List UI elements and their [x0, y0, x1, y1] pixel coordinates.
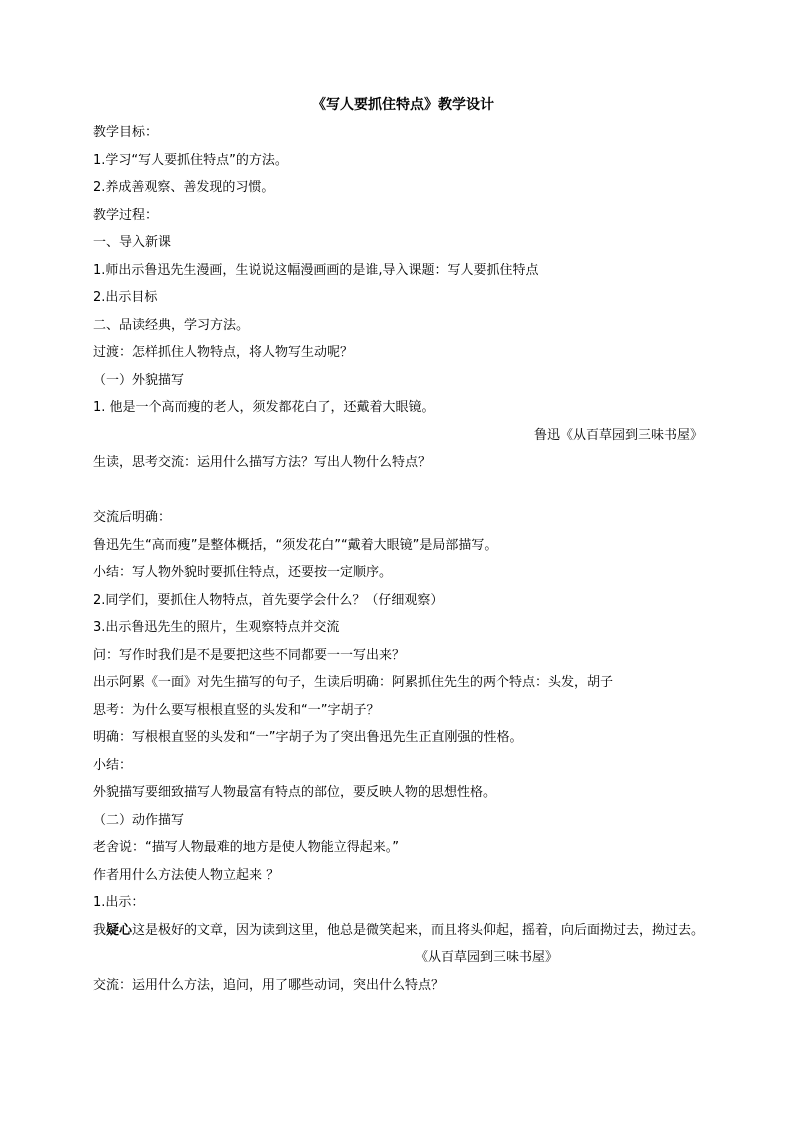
text-line: 教学过程： [93, 207, 159, 223]
subsection-heading: （二）动作描写 [93, 812, 185, 828]
text-line: 老舍说：“描写人物最难的地方是使人物能立得起来。” [93, 840, 399, 855]
text-line: 1.学习“写人要抓住特点”的方法。 [93, 152, 288, 168]
quote-bold: 疑心 [106, 922, 133, 938]
text-line: 2.同学们，要抓住人物特点，首先要学会什么？（仔细观察） [93, 592, 444, 608]
citation: 鲁迅《从百草园到三味书屋》 [533, 427, 703, 443]
section-heading: 一、导入新课 [93, 235, 172, 250]
document-page [93, 92, 713, 999]
text-line: 2.养成善观察、善发现的习惯。 [93, 180, 275, 195]
quote-rest: 这是极好的文章，因为读到这里，他总是微笑起来，而且将头仰起，摇着，向后面拗过去，拗过去。 [132, 922, 705, 938]
text-line: 2.出示目标 [93, 290, 158, 305]
text-line: 生读，思考交流：运用什么描写方法？写出人物什么特点？ [93, 455, 432, 470]
text-line: 1.师出示鲁迅先生漫画，生说说这幅漫画画的是谁,导入课题：写人要抓住特点 [93, 262, 539, 278]
quote-citation: 《从百草园到三味书屋》 [414, 950, 558, 965]
blank-line [93, 477, 713, 505]
text-line: 思考：为什么要写根根直竖的头发和“一”字胡子？ [93, 702, 380, 718]
text-line: 出示阿累《一面》对先生描写的句子，生读后明确：阿累抓住先生的两个特点：头发，胡子 [93, 675, 614, 690]
text-line: 小结：写人物外貌时要抓住特点，还要按一定顺序。 [93, 565, 393, 580]
text-line: 交流后明确： [93, 510, 172, 525]
text-line: 鲁迅先生“高而瘦”是整体概括，“须发花白”“戴着大眼镜”是局部描写。 [93, 537, 498, 553]
subsection-heading: （一）外貌描写 [93, 372, 185, 388]
quote-paragraph [93, 917, 713, 945]
text-line: 过渡：怎样抓住人物特点，将人物写生动呢？ [93, 345, 354, 360]
text-line: 明确：写根根直竖的头发和“一”字胡子为了突出鲁迅先生正直刚强的性格。 [93, 730, 523, 745]
text-line: 问：写作时我们是不是要把这些不同都要一一写出来？ [93, 647, 406, 663]
quote-prefix: 我 [93, 922, 107, 938]
document-title: 《写人要抓住特点》教学设计 [312, 97, 494, 113]
text-line: 1.出示： [93, 895, 145, 910]
text-line: 作者用什么方法使人物立起来 ？ [93, 867, 280, 883]
text-line: 外貌描写要细致描写人物最富有特点的部位，要反映人物的思想性格。 [93, 785, 497, 800]
text-line: 交流：运用什么方法，追问，用了哪些动词，突出什么特点？ [93, 977, 445, 993]
text-line: 小结： [93, 757, 133, 773]
text-line: 1. 他是一个高而瘦的老人，须发都花白了，还戴着大眼镜。 [93, 400, 435, 415]
text-line: 3.出示鲁迅先生的照片，生观察特点并交流 [93, 620, 340, 635]
text-line: 教学目标： [93, 125, 159, 140]
section-heading: 二、品读经典，学习方法。 [93, 317, 250, 333]
